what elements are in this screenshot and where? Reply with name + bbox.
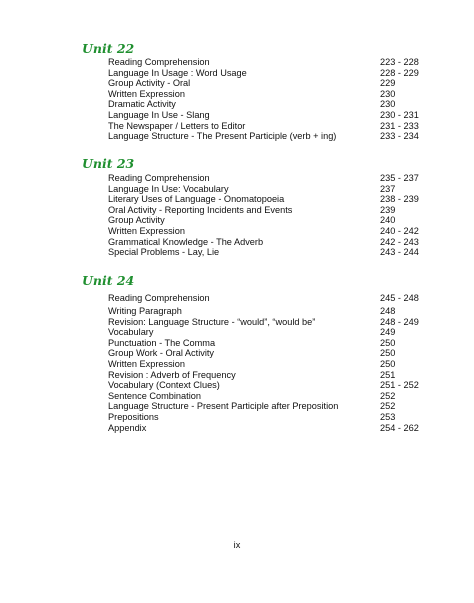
toc-entry — [108, 68, 422, 79]
toc-entry — [108, 338, 422, 349]
entry-pages: 237 — [380, 183, 396, 194]
toc-entry — [108, 327, 422, 338]
entry-pages: 243 - 244 — [380, 247, 419, 258]
entry-pages: 223 - 228 — [380, 57, 419, 67]
toc-entry — [108, 401, 422, 412]
entry-title: Language Structure - Present Participle after Preposition — [108, 401, 339, 412]
unit-22-entries — [108, 57, 422, 142]
toc-entry — [108, 57, 422, 68]
toc-entry — [108, 131, 422, 142]
entry-title: Grammatical Knowledge - The Adverb — [108, 236, 264, 247]
entry-pages: 228 - 229 — [380, 67, 419, 78]
entry-title: Group Work - Oral Activity — [108, 348, 215, 359]
entry-title: Oral Activity - Reporting Incidents and Events — [108, 204, 293, 215]
toc-entry — [108, 121, 422, 132]
entry-title: Group Activity — [108, 215, 165, 226]
toc-entry — [108, 184, 422, 195]
unit-23-entries — [108, 173, 422, 258]
toc-entry — [108, 226, 422, 237]
entry-pages: 253 — [380, 411, 396, 422]
entry-title: Special Problems - Lay, Lie — [108, 247, 220, 258]
entry-title: Reading Comprehension — [108, 173, 210, 183]
entry-title: Prepositions — [108, 411, 159, 422]
toc-entry — [108, 173, 422, 184]
entry-title: Appendix — [108, 422, 147, 433]
toc-entry — [108, 247, 422, 258]
entry-pages: 231 - 233 — [380, 120, 419, 131]
entry-pages: 250 — [380, 337, 396, 348]
entry-pages: 239 — [380, 204, 396, 215]
entry-pages: 240 - 242 — [380, 225, 419, 236]
entry-title: Literary Uses of Language - Onomatopoeia — [108, 194, 285, 205]
entry-title: The Newspaper / Letters to Editor — [108, 120, 246, 131]
entry-pages: 251 — [380, 369, 396, 380]
entry-pages: 250 — [380, 358, 396, 369]
entry-pages: 251 - 252 — [380, 380, 419, 391]
entry-pages: 229 — [380, 78, 396, 89]
entry-pages: 249 — [380, 327, 396, 338]
entry-pages: 238 - 239 — [380, 194, 419, 205]
entry-pages: 242 - 243 — [380, 236, 419, 247]
entry-title: Language Structure - The Present Participle (verb + ing) — [108, 131, 337, 142]
unit-24-entries — [108, 293, 422, 433]
toc-entry — [108, 348, 422, 359]
entry-pages: 254 - 262 — [380, 422, 419, 433]
entry-title: Written Expression — [108, 88, 185, 99]
toc-entry — [108, 205, 422, 216]
entry-title: Group Activity - Oral — [108, 78, 191, 89]
entry-pages: 230 — [380, 99, 396, 110]
toc-entry — [108, 99, 422, 110]
entry-pages: 245 - 248 — [380, 293, 419, 303]
toc-entry — [108, 293, 422, 306]
unit-heading: Unit 23 — [82, 156, 135, 171]
toc-entry — [108, 380, 422, 391]
entry-title: Reading Comprehension — [108, 293, 210, 303]
entry-title: Written Expression — [108, 225, 185, 236]
unit-heading: Unit 22 — [82, 41, 135, 56]
entry-title: Revision : Adverb of Frequency — [108, 369, 236, 380]
entry-title: Language In Use: Vocabulary — [108, 183, 229, 194]
toc-entry — [108, 89, 422, 100]
toc-entry — [108, 78, 422, 89]
entry-pages: 230 — [380, 88, 396, 99]
entry-title: Revision: Language Structure - “would”, “would be” — [108, 316, 316, 327]
entry-pages: 233 - 234 — [380, 131, 419, 142]
toc-entry — [108, 110, 422, 121]
toc-entry — [108, 237, 422, 248]
entry-pages: 235 - 237 — [380, 173, 419, 183]
toc-entry — [108, 215, 422, 226]
unit-heading: Unit 24 — [82, 273, 135, 288]
entry-pages: 230 - 231 — [380, 109, 419, 120]
entry-pages: 248 - 249 — [380, 316, 419, 327]
entry-title: Written Expression — [108, 358, 185, 369]
toc-entry — [108, 359, 422, 370]
entry-title: Vocabulary (Context Clues) — [108, 380, 220, 391]
toc-entry — [108, 412, 422, 423]
entry-title: Reading Comprehension — [108, 57, 210, 67]
toc-entry — [108, 391, 422, 402]
toc-entry — [108, 194, 422, 205]
page-number: ix — [233, 540, 241, 550]
entry-title: Writing Paragraph — [108, 306, 182, 316]
entry-title: Dramatic Activity — [108, 99, 176, 110]
entry-title: Sentence Combination — [108, 390, 201, 401]
entry-pages: 240 — [380, 215, 396, 226]
toc-entry — [108, 306, 422, 317]
entry-title: Punctuation - The Comma — [108, 337, 216, 348]
entry-title: Language In Usage : Word Usage — [108, 67, 247, 78]
entry-title: Language In Use - Slang — [108, 109, 210, 120]
entry-pages: 248 — [380, 306, 396, 316]
entry-title: Vocabulary — [108, 327, 154, 338]
entry-pages: 250 — [380, 348, 396, 359]
toc-entry — [108, 370, 422, 381]
toc-entry — [108, 317, 422, 328]
toc-entry — [108, 423, 422, 434]
entry-pages: 252 — [380, 401, 396, 412]
entry-pages: 252 — [380, 390, 396, 401]
